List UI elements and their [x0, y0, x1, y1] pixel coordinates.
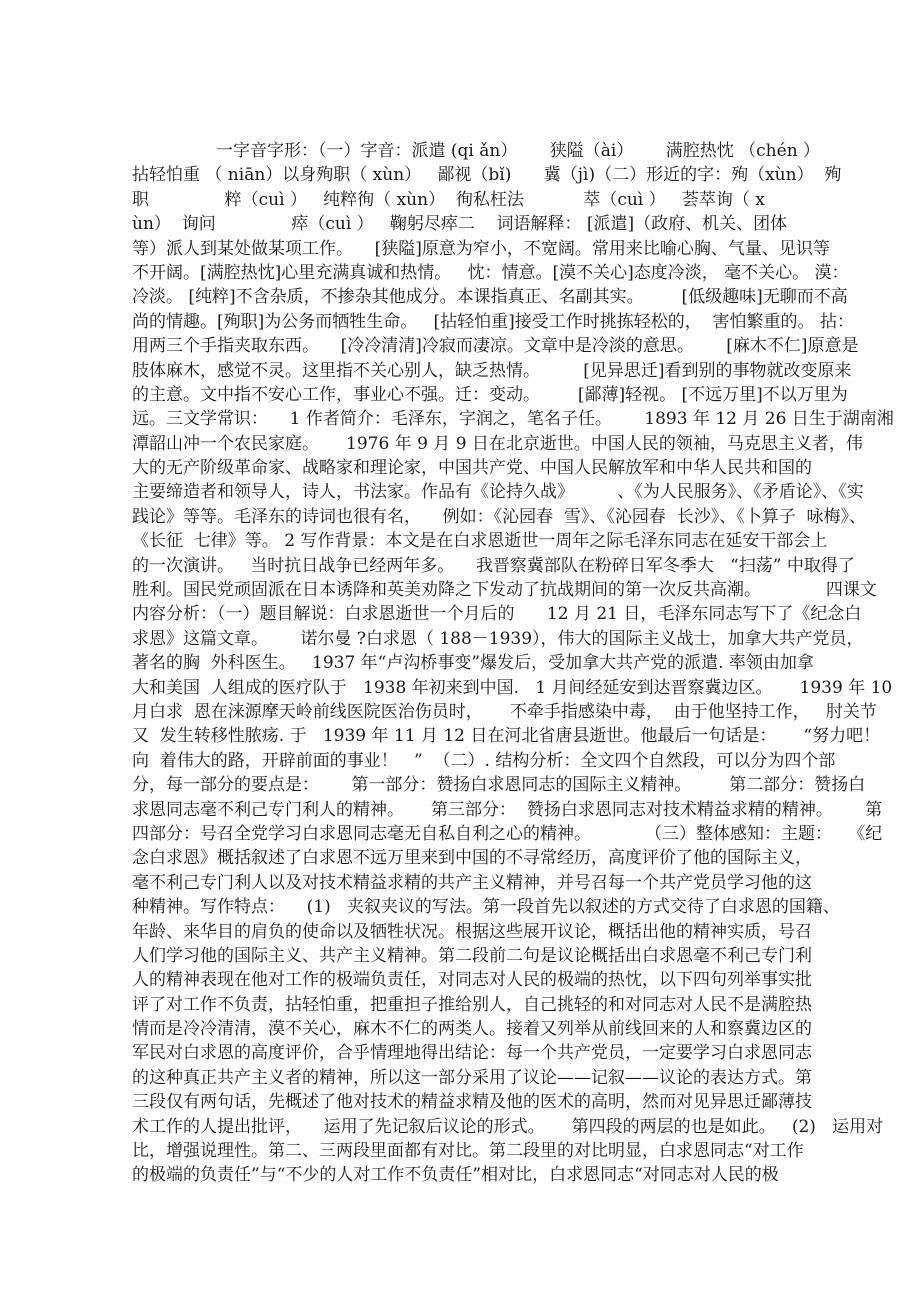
text-line: 的极端的负责任”与“不少的人对工作不负责任”相对比，白求恩同志“对同志对人民的极 [132, 1165, 779, 1186]
text-line: 胜利。国民党顽固派在日本诱降和英美劝降之下发动了抗战期间的第一次反共高潮。 四课文 [132, 580, 877, 601]
text-line: 用两三个手指夹取东西。 [冷冷清清]冷寂而凄凉。文章中是冷淡的意思。 [麻木不仁]原意是 [132, 336, 859, 357]
text-line: 《长征 七律》等。 2 写作背景：本文是在白求恩逝世一周年之际毛泽东同志在延安干部会上 [132, 531, 828, 552]
text-line: ùn） 询问 瘁（cuì ） 鞠躬尽瘁二 词语解释： [派遣]（政府、机关、团体 [132, 214, 788, 235]
text-line: 术工作的人提出批评， 运用了先记叙后议论的形式。 第四段的两层的也是如此。 (2) 运用对 [132, 1116, 884, 1137]
text-line: 大的无产阶级革命家、战略家和理论家，中国共产党、中国人民解放军和中华人民共和国的 [132, 458, 812, 479]
text-line: 拈轻怕重 （ niān）以身殉职（ xùn） 鄙视（bǐ) 冀（jì)（二）形近的字：殉（xùn） 殉 [132, 165, 842, 186]
text-line: 践论》等等。毛泽东的诗词也很有名， 例如：《沁园春 雪》、《沁园春 长沙》、《卜算子 咏梅》、 [132, 506, 867, 527]
text-line: 分，每一部分的要点是： 第一部分：赞扬白求恩同志的国际主义精神。 第二部分：赞扬白 [132, 775, 866, 796]
text-line: 种精神。写作特点： (1) 夹叙夹议的写法。第一段首先以叙述的方式交待了白求恩的国籍、 [132, 897, 840, 918]
text-line: 情而是冷冷清清，漠不关心，麻木不仁的两类人。接着又列举从前线回来的人和察冀边区的 [132, 1019, 812, 1040]
text-line: 著名的胸 外科医生。 1937 年“卢沟桥事变”爆发后，受加拿大共产党的派遣. 率领由加拿 [132, 653, 814, 674]
text-line: 又 发生转移性脓疡. 于 1939 年 11 月 12 日在河北省唐县逝世。他最后一句话是： “努力吧！ [132, 726, 881, 747]
text-line: 军民对白求恩的高度评价，合乎情理地得出结论：每一个共产党员，一定要学习白求恩同志 [132, 1043, 812, 1064]
text-line: 冷淡。 [纯粹]不含杂质，不掺杂其他成分。本课指真正、名副其实。 [低级趣味]无聊而不高 [132, 287, 848, 308]
text-line: 毫不利己专门利人以及对技术精益求精的共产主义精神，并号召每一个共产党员学习他的这 [132, 872, 812, 893]
text-line: 职 粹（cuì ） 纯粹徇（ xùn） 徇私枉法 萃（cuì ） 荟萃询（ x [132, 189, 765, 210]
text-line: 的主意。文中指不安心工作，事业心不强。迁：变动。 [鄙薄]轻视。 [不远万里]不以万里为 [132, 384, 848, 405]
text-line: 人们学习他的国际主义、共产主义精神。第二段前二句是议论概括出白求恩毫不利己专门利 [132, 945, 812, 966]
text-line: 主要缔造者和领导人，诗人，书法家。作品有《论持久战》 、《为人民服务》、《矛盾论》、《实 [132, 482, 864, 503]
text-line: 四部分：号召全党学习白求恩同志毫无自私自利之心的精神。 （三）整体感知：主题： 《纪 [132, 823, 883, 844]
text-line: 尚的情趣。[殉职]为公务而牺牲生命。 [拈轻怕重]接受工作时挑拣轻松的， 害怕繁重的。 拈： [132, 311, 854, 332]
text-line: 远。三文学常识： 1 作者简介：毛泽东，字润之，笔名子任。 1893 年 12 月 26 日生于湖南湘 [132, 409, 894, 430]
text-line: 比，增强说理性。第二、三两段里面都有对比。第二段里的对比明显，白求恩同志“对工作 [132, 1141, 804, 1162]
text-line: 向 着伟大的路，开辟前面的事业！ ” （二）. 结构分析：全文四个自然段，可以分为四个部 [132, 750, 836, 771]
text-line: 的这种真正共产主义者的精神，所以这一部分采用了议论——记叙——议论的表达方式。第 [132, 1067, 812, 1088]
text-line: 肢体麻木，感觉不灵。这里指不关心别人，缺乏热情。 [见异思迁]看到别的事物就改变原来 [132, 360, 852, 381]
text-line: 大和美国 人组成的医疗队于 1938 年初来到中国. 1 月间经延安到达晋察冀边区。 1939 年 10 [132, 677, 893, 698]
text-line: 念白求恩》概括叙述了白求恩不远万里来到中国的不寻常经历，高度评价了他的国际主义， [132, 848, 812, 869]
text-line: 三段仅有两句话，先概述了他对技术的精益求精及他的医术的高明，然而对见异思迁鄙薄技 [132, 1092, 812, 1113]
text-line: 评了对工作不负责，拈轻怕重，把重担子推给别人，自己挑轻的和对同志对人民不是满腔热 [132, 994, 812, 1015]
text-line: 求恩同志毫不利己专门利人的精神。 第三部分： 赞扬白求恩同志对技术精益求精的精神。 第 [132, 799, 883, 820]
text-line: 等）派人到某处做某项工作。 [狭隘]原意为窄小，不宽阔。常用来比喻心胸、气量、见识等 [132, 238, 830, 259]
text-line: 不开阔。[满腔热忱]心里充满真诚和热情。 忱：情意。[漠不关心]态度冷淡， 毫不关心。 漠： [132, 262, 849, 283]
text-line: 求恩》这篇文章。 诺尔曼 ?白求恩（ 188－1939），伟大的国际主义战士，加拿大共产党员， [132, 628, 864, 649]
text-line: 内容分析：（一）题目解说：白求恩逝世一个月后的 12 月 21 日，毛泽东同志写下了《纪念白 [132, 604, 862, 625]
text-line: 年龄、来华目的肩负的使命以及牺牲状况。根据这些展开议论，概括出他的精神实质，号召 [132, 921, 812, 942]
text-line: 的一次演讲。 当时抗日战争已经两年多。 我晋察冀部队在粉碎日军冬季大 “扫荡” 中取得了 [132, 555, 855, 576]
text-line: 潭韶山冲一个农民家庭。 1976 年 9 月 9 日在北京逝世。中国人民的领袖，马克思主义者，伟 [132, 433, 863, 454]
text-line: 人的精神表现在他对工作的极端负责任，对同志对人民的极端的热忱，以下四句列举事实批 [132, 970, 812, 991]
text-line: 月白求 恩在涞源摩天岭前线医院医治伤员时， 不牵手指感染中毒， 由于他坚持工作， 肘关节 [132, 701, 877, 722]
document-text-block [132, 139, 894, 1188]
text-line: 一字音字形：（一）字音：派遣 (qi ǎn） 狭隘（ài） 满腔热忱 （chén ） [216, 141, 821, 161]
